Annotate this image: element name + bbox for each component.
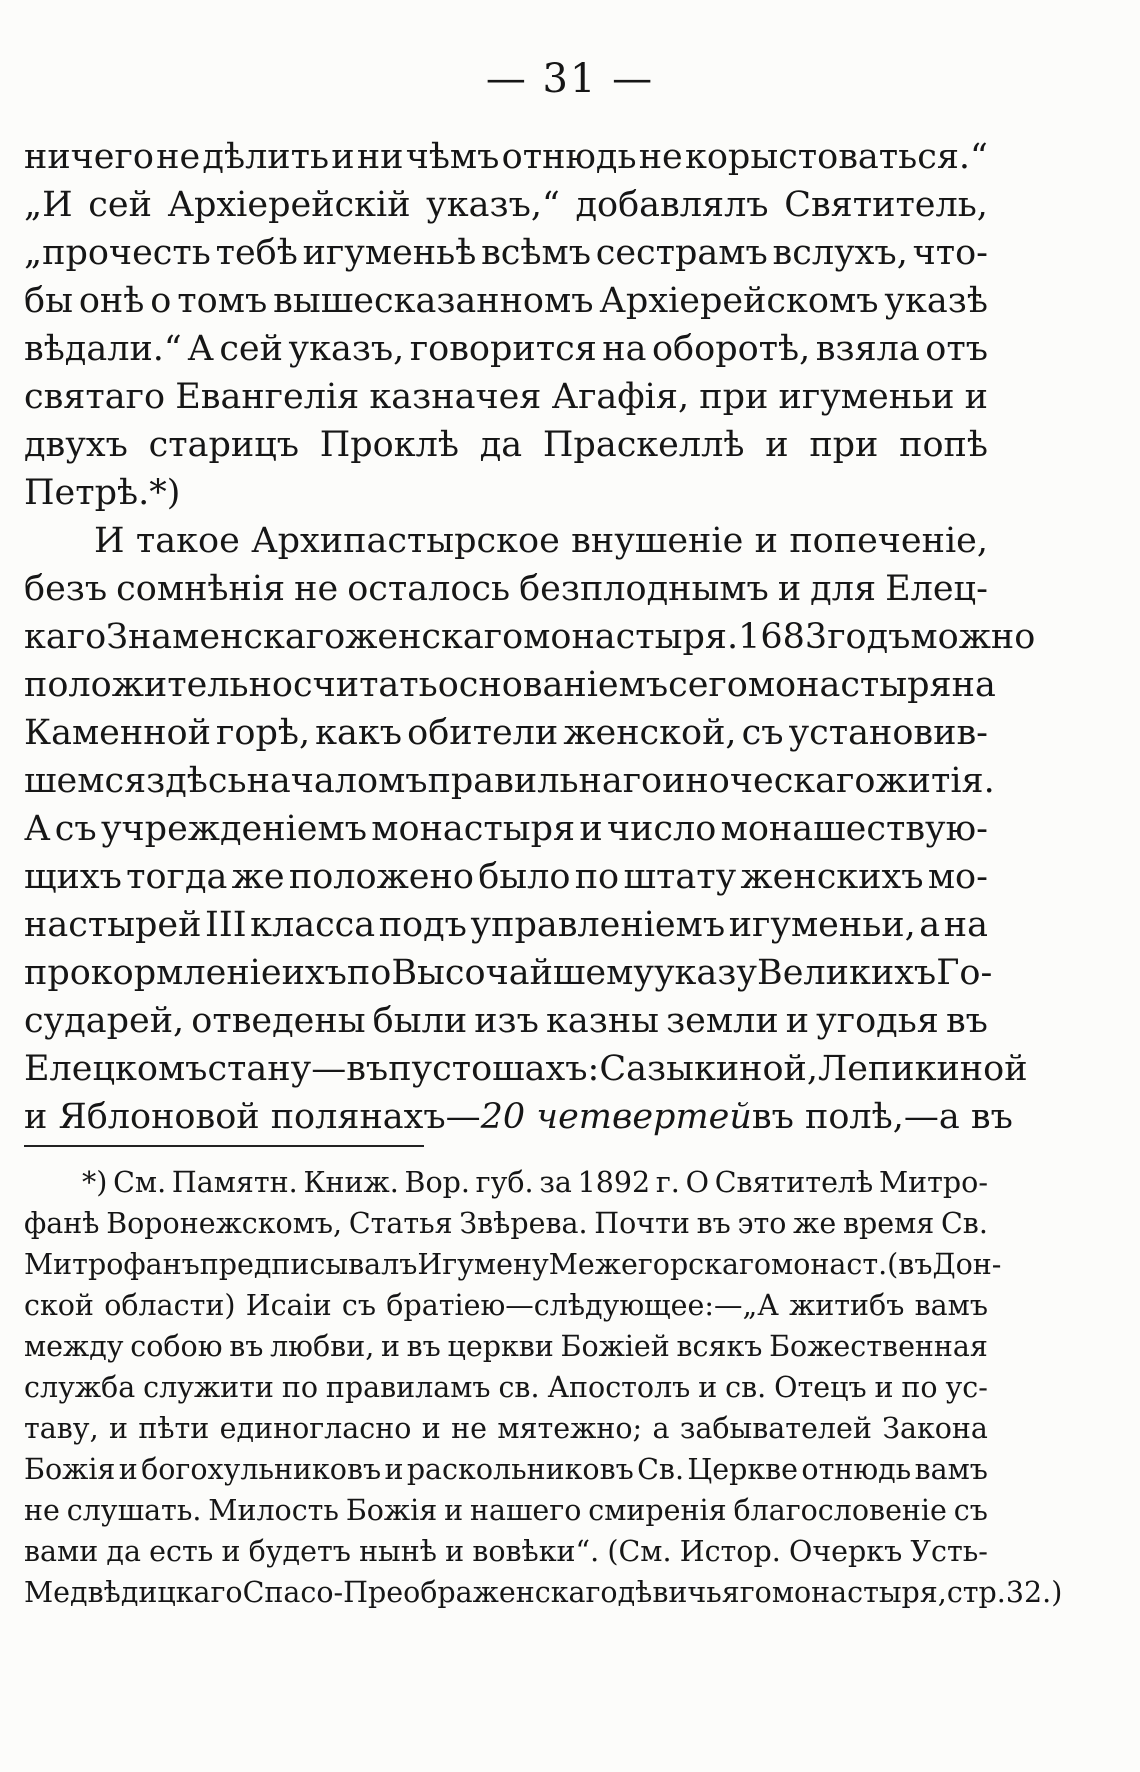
text-fragment: въ полѣ,—а въ (751, 1097, 1013, 1137)
text-line: положительно считать основаніемъ сего монастыря на (24, 665, 996, 705)
footnote-line: фанѣ Воронежскомъ, Статья Звѣрева. Почти въ это же время Св. (24, 1207, 988, 1240)
text-line: Елецкомъ стану—въ пустошахъ: Сазыкиной, Лепикиной (24, 1049, 1028, 1089)
text-line: сударей, отведены были изъ казны земли и угодья въ (24, 1001, 988, 1041)
text-line: безъ сомнѣнія не осталось безплоднымъ и для Елец- (24, 569, 988, 609)
text-line: бы онѣ о томъ вышесказанномъ Архіерейскомъ указѣ (24, 281, 988, 321)
footnote-line: таву, и пѣти единогласно и не мятежно; а забывателей Закона (24, 1412, 988, 1445)
footnote-line: не слушать. Милость Божія и нашего смиренія благословеніе съ (24, 1494, 988, 1527)
text-line: двухъ старицъ Проклѣ да Праскеллѣ и при попѣ (24, 425, 988, 465)
text-line: А съ учрежденіемъ монастыря и число монашествую- (24, 809, 988, 849)
text-line: прокормленіе ихъ по Высочайшему указу Великихъ Го- (24, 953, 993, 993)
text-line: каго Знаменскаго женскаго монастыря. 1683 годъ можно (24, 617, 1036, 657)
text-line: вѣдали.“ А сей указъ, говорится на оборотѣ, взяла отъ (24, 329, 988, 369)
footnote-first-line: *) См. Памятн. Книж. Вор. губ. за 1892 г. О Святителѣ Митро- (82, 1166, 988, 1199)
footnote-text (24, 1162, 1063, 1613)
footnote-line: вами да есть и будетъ нынѣ и вовѣки“. (См. Истор. Очеркъ Усть- (24, 1535, 988, 1568)
text-line: „И сей Архіерейскій указъ,“ добавлялъ Святитель, (24, 185, 988, 225)
text-line: Петрѣ.*) (24, 473, 181, 513)
text-line: щихъ тогда же положено было по штату женскихъ мо- (24, 857, 988, 897)
text-line: „прочесть тебѣ игуменьѣ всѣмъ сестрамъ вслухъ, что- (24, 233, 988, 273)
paragraph-start-line: И такое Архипастырское внушеніе и попеченіе, (94, 521, 988, 561)
page-number: — 31 — (485, 56, 655, 102)
footnote-line: Медвѣдицкаго Спасо-Преображенскаго дѣвичьяго монастыря, стр. 32.) (24, 1576, 1063, 1609)
text-line: Каменной горѣ, какъ обители женской, съ установив- (24, 713, 988, 753)
text-line (24, 1093, 1013, 1141)
footnote-line: между собою въ любви, и въ церкви Божіей всякъ Божественная (24, 1330, 988, 1363)
footnote-line: служба служити по правиламъ св. Апостолъ и св. Отецъ и по ус- (24, 1371, 988, 1404)
text-line: святаго Евангелія казначея Агафія, при игуменьи и (24, 377, 988, 417)
text-line: ничего не дѣлить и ни чѣмъ отнюдь не корыстоваться.“ (24, 137, 988, 177)
text-line: шемся здѣсь началомъ правильнаго иноческаго житія. (24, 761, 995, 801)
footnote-line: ской области) Исаіи съ братіею—слѣдующее:—„А житибъ вамъ (24, 1289, 988, 1322)
footnote-divider (24, 1145, 424, 1147)
text-line: настырей III класса подъ управленіемъ игуменьи, а на (24, 905, 988, 945)
footnote-line: Митрофанъ предписывалъ Игумену Межегорскаго монаст. (въ Дон- (24, 1248, 1002, 1281)
italic-phrase: 20 четвертей (480, 1097, 752, 1137)
footnote-line: Божія и богохульниковъ и раскольниковъ Св. Церкве отнюдь вамъ (24, 1453, 988, 1486)
text-fragment: и Яблоновой полянахъ— (24, 1097, 481, 1137)
main-text (24, 133, 1036, 1141)
